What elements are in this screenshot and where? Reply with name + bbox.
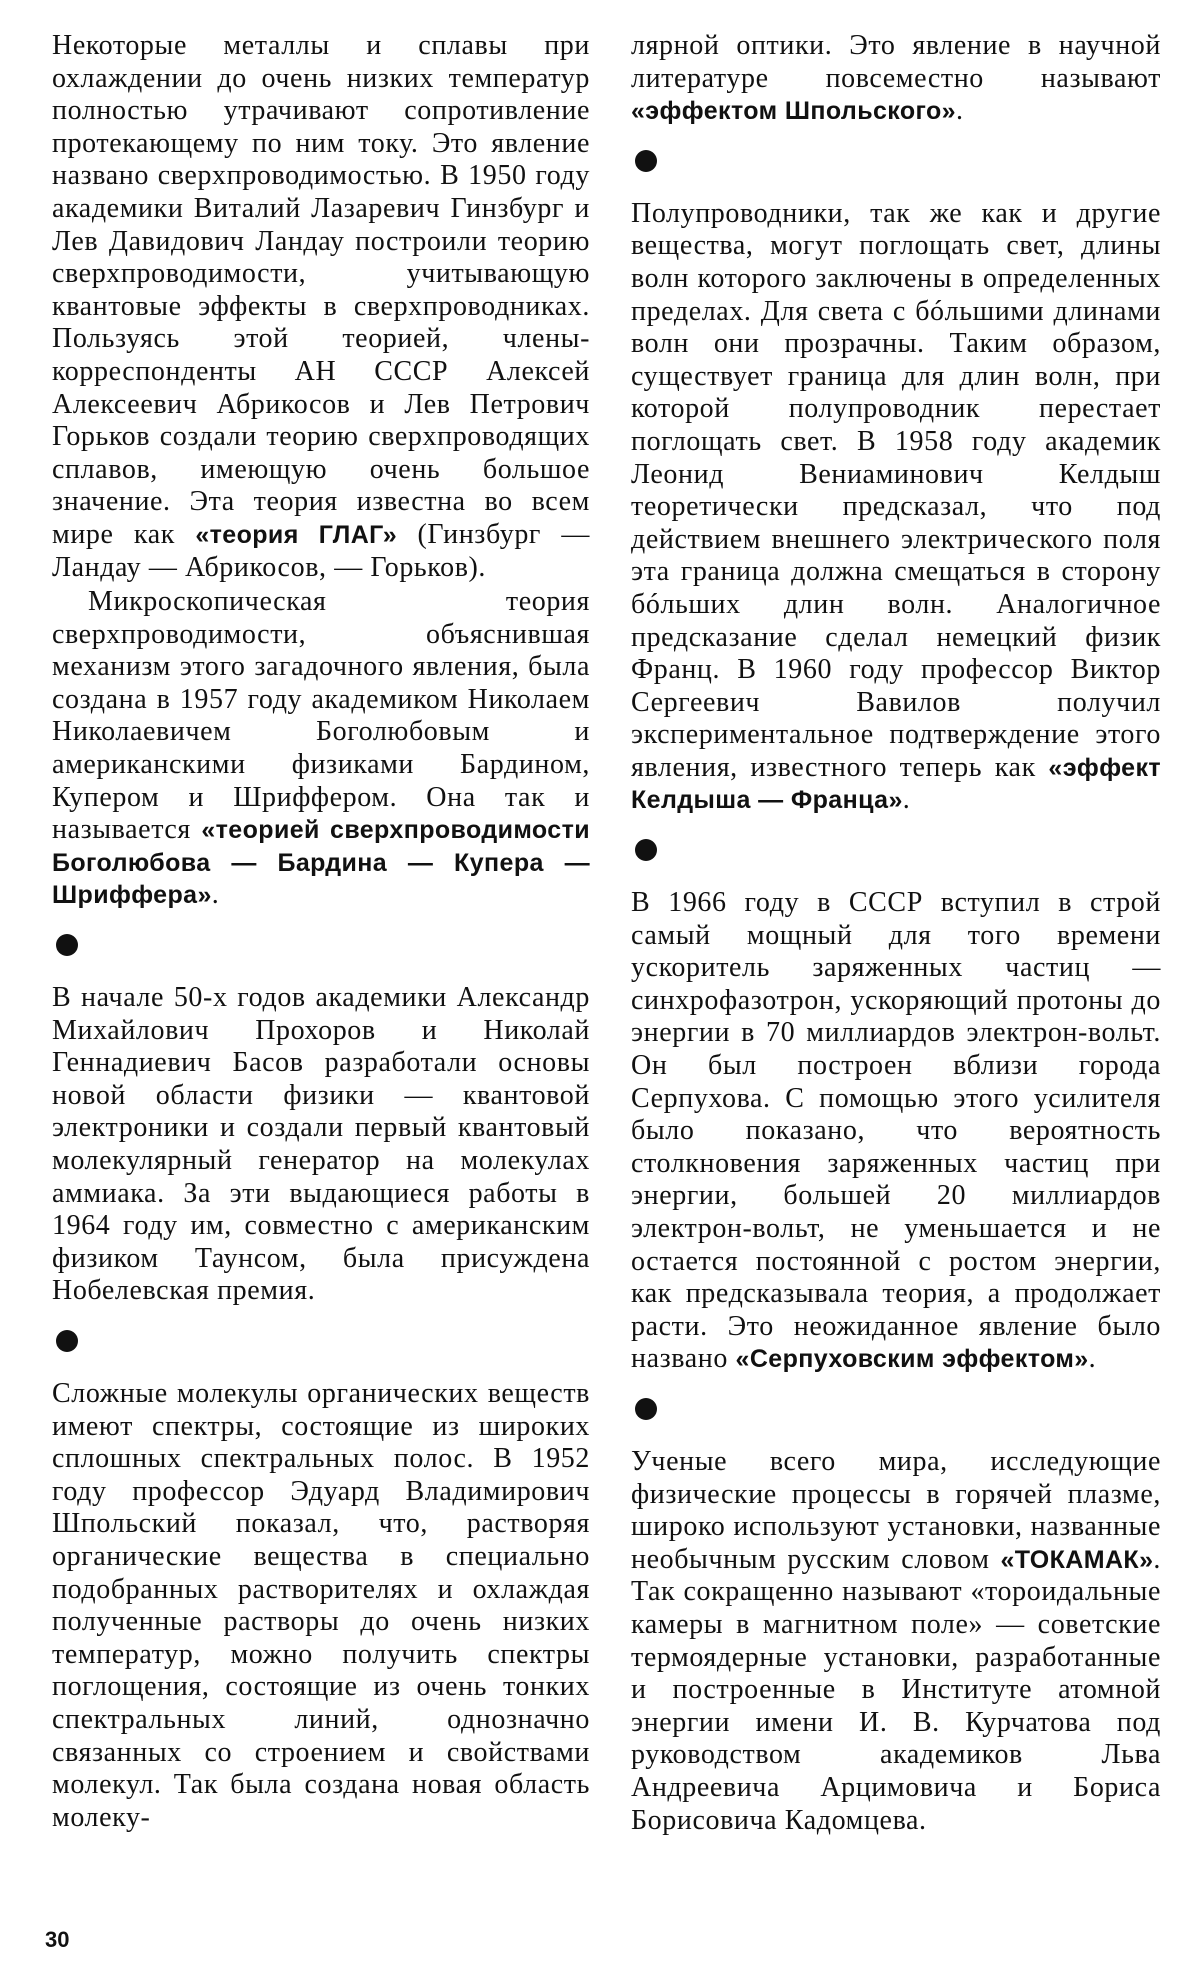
paragraph-quantum-electronics: В начале 50-х годов академики Александр Михайлович Прохоров и Николай Геннадиевич Басов разработали основы новой области физики — квантовой электроники и создали первый квантовый молекулярный генератор на молекулах аммиака. За эти выдающиеся работы в 1964 году им, совместно с американским физиком Таунсом, была присуждена Нобелевская премия. <box>52 982 590 1307</box>
page-number: 30 <box>45 1927 70 1952</box>
paragraph-microscopic-theory <box>52 586 590 912</box>
left-column <box>52 30 590 1836</box>
term-shpolsky-effect: «эффектом Шпольского» <box>631 97 956 126</box>
paragraph-text: Микроскопическая теория сверхпроводимости, объяснившая механизм этого загадочного явления, была создана в 1957 году академиком Николаем Николаевичем Боголюбовым и американскими физиками Бардином, Купером и Шриффером. Она так и называется <box>52 586 590 846</box>
section-bullet-icon <box>635 1398 657 1420</box>
term-bogolyubov-bcs-theory: «теорией сверхпроводимости Боголюбова — Бардина — Купера — Шриффера» <box>52 816 590 910</box>
section-bullet-icon <box>56 934 78 956</box>
term-serpukhov-effect: «Серпуховским эффектом» <box>735 1345 1089 1374</box>
paragraph-serpukhov-effect <box>631 887 1161 1376</box>
paragraph-shpolsky-continued <box>631 30 1161 128</box>
paragraph-text: Ученые всего мира, исследующие физические процессы в горячей плазме, широко используют установки, названные необычным русским словом <box>631 1445 1161 1575</box>
paragraph-text: . <box>211 879 220 911</box>
section-bullet-icon <box>56 1330 78 1352</box>
term-tokamak: «ТОКАМАК» <box>1000 1545 1154 1574</box>
paragraph-text: Некоторые металлы и сплавы при охлаждении до очень низких температур полностью утрачивают сопротивление протекающему по ним току. Это явление названо сверхпроводимостью. В 1950 году академики Виталий Лазаревич Гинзбург и Лев Давидович Ландау построили теорию сверхпроводимости, учитывающую квантовые эффекты в сверхпроводниках. Пользуясь этой теорией, члены-корреспонденты АН СССР Алексей Алексеевич Абрикосов и Лев Петрович Горьков создали теорию сверхпроводящих сплавов, имеющую очень большое значение. Эта теория известна во всем мире как <box>52 30 590 550</box>
paragraph-shpolsky-spectra: Сложные молекулы органических веществ имеют спектры, состоящие из широких сплошных спектральных полос. В 1952 году профессор Эдуард Владимирович Шпольский показал, что, растворяя органические вещества в специально подобранных растворителях и охлаждая полученные растворы до очень низких температур, можно получить спектры поглощения, состоящие из очень тонких спектральных линий, однозначно связанных со строением и свойствами молекул. Так была создана новая область молеку- <box>52 1377 590 1833</box>
paragraph-text: . <box>955 95 964 127</box>
paragraph-text: В 1966 году в СССР вступил в строй самый мощный для того времени ускоритель заряженных частиц — синхрофазотрон, ускоряющий протоны до энергии в 70 миллиардов электрон-вольт. Он был построен вблизи города Серпухова. С помощью этого усилителя было показано, что вероятность столкновения заряженных частиц при энергии, большей 20 миллиардов электрон-вольт, не уменьшается и не остается постоянной с ростом энергии, как предсказывала теория, а продолжает расти. Это неожиданное явление было названо <box>631 887 1161 1375</box>
paragraph-tokamak <box>631 1446 1161 1837</box>
right-column <box>631 30 1161 1839</box>
paragraph-text: . Так сокращенно называют «тороидальные камеры в магнитном поле» — советские термоядерные установки, разработанные и построенные в Институте атомной энергии имени И. В. Курчатова под руководством академиков Льва Андреевича Арцимовича и Бориса Борисовича Кадомцева. <box>631 1543 1161 1836</box>
paragraph-text: (Гинзбург — Ландау — Абрикосов, — Горьков). <box>52 518 591 583</box>
paragraph-text: лярной оптики. Это явление в научной литературе повсеместно называют <box>631 30 1161 94</box>
section-bullet-icon <box>635 150 657 172</box>
term-keldysh-franz-effect: «эффект Келдыша — Франца» <box>631 753 1161 815</box>
paragraph-keldysh-franz <box>631 198 1161 817</box>
paragraph-superconductivity <box>52 30 590 584</box>
paragraph-text: . <box>1088 1343 1097 1375</box>
term-glag-theory: «теория ГЛАГ» <box>195 520 398 549</box>
paragraph-text: Полупроводники, так же как и другие вещества, могут поглощать свет, длины волн которого заключены в определенных пределах. Для света с бóльшими длинами волн они прозрачны. Таким образом, существует граница для длин волн, при которой полупроводник перестает поглощать свет. В 1958 году академик Леонид Вениаминович Келдыш теоретически предсказал, что под действием внешнего электрического поля эта граница должна смещаться в сторону бóльших длин волн. Аналогичное предсказание сделал немецкий физик Франц. В 1960 году профессор Виктор Сергеевич Вавилов получил экспериментальное подтверждение этого явления, известного теперь как <box>631 197 1161 783</box>
paragraph-text: . <box>902 784 911 816</box>
section-bullet-icon <box>635 839 657 861</box>
